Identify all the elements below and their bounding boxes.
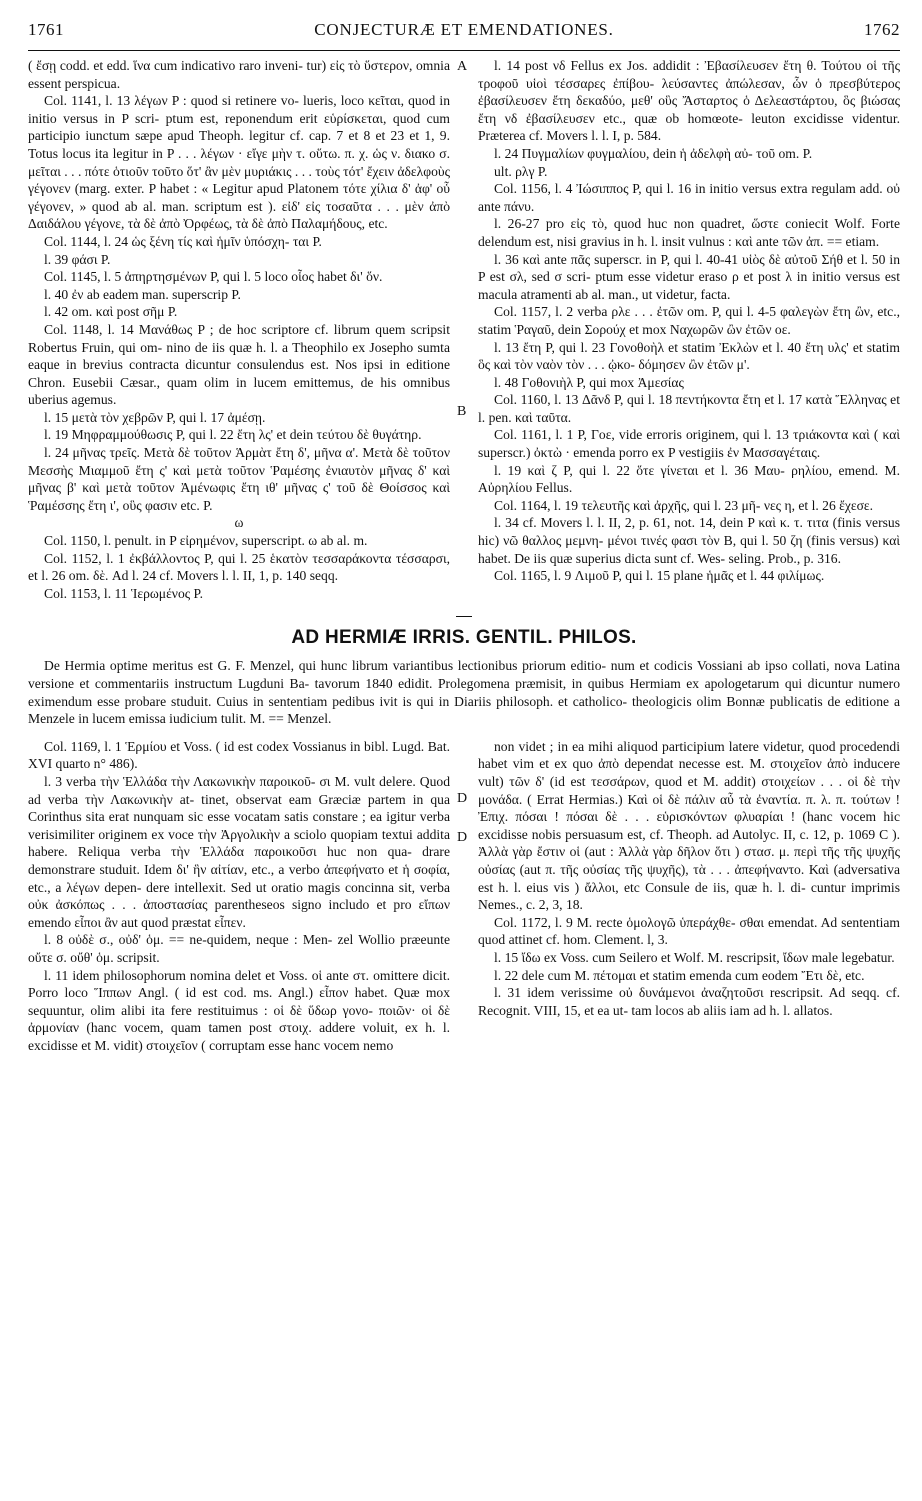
note-paragraph: l. 3 verba τὴν Ἑλλάδα τὴν Λακωνικὴν παροικοῦ- σι M. vult delere. Quod ad verba τὴν Λακωνικὴν at- tinet, observat eam Græciæ partem in qua Corinthus sita erat nunquam sic esse vocatam satis constare ; ea igitur verba verisimiliter originem ex voce τὴν Ἀργολικὴν a sciolo quopiam textui addita habere. Reliqua verba τὴν Ἑλλάδα παροικοῦσι huc non qua- drare demonstrare studuit. Idem δι' ἣν αἰτίαν, etc., a verbo ἀπεφήνατο et ἡ σοφία, etc., a λέγων depen- dere intellexit. Sed ut oratio magis concinna sit, verba οὐκ ἀσκόπως . . . ἀποστασίας parentheseos signo includo et pro εἴπων emendo εἶποι ἂν aut quod præstat εἶπεν. (28, 773, 450, 930)
running-head (28, 20, 900, 44)
note-paragraph: l. 26-27 pro εἰς τὸ, quod huc non quadret, ὥστε coniecit Wolf. Forte delendum est, nisi gravius in h. l. insit vulnus : καὶ ante τῶν ἀπ. == etiam. (478, 216, 900, 249)
margin-marker-d: D (457, 829, 468, 845)
page-number-right: 1762 (864, 20, 900, 39)
margin-marker-d: D (457, 791, 468, 806)
note-paragraph: l. 19 καὶ ζ P, qui l. 22 ὅτε γίνεται et l. 36 Μαυ- ρηλίου, emend. M. Αὐρηλίου Fellus. (478, 462, 900, 496)
note-paragraph: Col. 1152, l. 1 ἐκβάλλοντος P, qui l. 25 ἑκατὸν τεσσαράκοντα τέσσαρσι, et l. 26 om. δὲ. Ad l. 24 cf. Movers l. l. II, 1, p. 140 seqq. (28, 550, 450, 584)
note-paragraph: l. 24 Πυγμαλίων φυγμαλίου, dein ἡ ἀδελφὴ αὐ- τοῦ om. P. (494, 145, 813, 161)
note-paragraph: l. 19 Μηφραμμούθωσις P, qui l. 22 ἔτη λς' et dein τεύτου δὲ θυγάτηρ. (44, 427, 422, 443)
note-paragraph: l. 34 cf. Movers l. l. II, 2, p. 61, not. 14, dein P καὶ κ. τ. τιτα (finis versus hic) νῶ θαλλος μεμνη- μένοι τινές φασι τὸν Β, qui l. 50 ζη (finis versus) καὶ habet. De iis quæ superius dicta sunt cf. Wes- seling. Prob., p. 316. (478, 515, 900, 566)
note-paragraph: Col. 1165, l. 9 Λιμοῦ P, qui l. 15 plane ἡμᾶς et l. 44 φιλίμως. (494, 568, 825, 584)
bottom-columns (28, 738, 900, 1055)
note-paragraph: Col. 1150, l. penult. in P εἰρημένον, superscript. ω ab al. m. (44, 533, 368, 549)
note-paragraph: l. 39 φάσι P. (44, 251, 111, 267)
note-paragraph: l. 24 μῆνας τρεῖς. Μετὰ δὲ τοῦτον Ἁρμὰτ ἔτη δ', μῆνα α'. Μετὰ δὲ τοῦτον Μεσσὴς Μιαμμοῦ ἔτη ς' καὶ μετὰ τοῦτον Ῥαμέσης ἐνιαυτὸν μῆνας δ' καὶ μῆνας β' καὶ μετὰ τοῦτον Ἀμένωφις ἔτη ιθ' μῆνας ς' τοῦ δὲ Θοίσσος καὶ Ῥαμέσσης ἔτη ι', οὓς φασιν etc. P. (28, 445, 450, 513)
left-column (28, 738, 450, 1055)
note-paragraph: l. 14 post νδ Fellus ex Jos. addidit : Ἐβασίλευσεν ἔτη θ. Τούτου οἱ τῆς τροφοῦ υἱοὶ τέσσαρες ἐπίβου- λεύσαντες ἀπώλεσαν, ὧν ὁ πρεσβύτερος ἐβασίλευσεν ἔτη δεκαδύο, μεθ' οὓς Ἄσταρτος ὁ Δελεαστάρτου, ὃς βιώσας ἔτη νδ ἐβασίλευσεν etc., quæ ob homœote- leuton excidisse videntur. Præterea cf. Movers l. l. I, p. 584. (478, 58, 900, 144)
column-gutter (454, 57, 474, 806)
note-paragraph: l. 15 μετὰ τὸν χεβρῶν P, qui l. 17 ἀμέσῃ. (44, 409, 266, 425)
note-paragraph: Col. 1169, l. 1 Ἑρμίου et Voss. ( id est codex Vossianus in bibl. Lugd. Bat. XVI quarto n° 486). (28, 738, 450, 772)
note-paragraph: l. 36 καὶ ante πᾶς superscr. in P, qui l. 40-41 υἱὸς δὲ αὐτοῦ Σήθ et l. 50 in P est σλ, sed σ scri- ptum esse videtur eraso ρ et post λ in initio versus est macula atramenti ab al. man., ut videtur, facta. (478, 251, 900, 302)
note-paragraph: l. 31 idem verissime οὐ δυνάμενοι ἀναζητοῦσι rescripsit. Ad seqq. cf. Recognit. VIII, 15, et ea ut- tam locos ab aliis iam ad h. l. allatos. (478, 985, 900, 1018)
note-paragraph: Col. 1156, l. 4 Ἰώσιππος P, qui l. 16 in initio versus extra regulam add. οὐ ante πάνυ. (478, 181, 900, 214)
note-paragraph: non videt ; in ea mihi aliquod participium latere videtur, quod procedendi habet vim et ex quo ἀπὸ dependat necesse est. M. στοιχεῖον ἀπὸ inducere vult) τῶν δ' (id est τεσσάρων, quod et M. addit) στοιχείων . . . οἱ δὲ τὴν μονάδα. ( Errat Hermias.) Καὶ οἱ δὲ πάλιν αὖ τὰ ἐναντία. π. λ. π. τούτων ! Ἐπιχ. πόσαι ! πόσαι δὲ . . . εὑρισκόντων φλυαρίαι ! (hanc vocem hic excidisse nobis persuasum est, cf. Theoph. ad Autolyc. II, c. 12, p. 1069 C ). Ἀλλὰ γὰρ ἔστιν οἱ (aut : Ἀλλὰ γὰρ δῆλον ὅτι ) στασ. μ. περὶ τῆς τῆς ψυχῆς οὐσίας (aut π. τῆς οὐσίας τῆς ψυχῆς), τὰ . . . ἀπεφήναντο. Καὶ (adversativa est h. l. eius vis ) ἄλλοι, etc Consule de iis, quæ h. l. di- cuntur imprimis Nemes., c. 2, 3, 18. (478, 738, 900, 913)
margin-marker-b: B (457, 404, 467, 419)
column-gutter (454, 738, 474, 1055)
note-paragraph: l. 13 ἔτη P, qui l. 23 Γονοθοὴλ et statim Ἐκλὼν et l. 40 ἔτη υλς' et statim ὃς καὶ τὸν ναὸν τὸν . . . ᾠκο- δόμησεν ὢν ἐτῶν μ'. (478, 339, 900, 373)
section-intro: De Hermia optime meritus est G. F. Menzel, qui hunc librum variantibus lectionibus priorum editio- num et codicis Vossiani ab ipso collati, nova Latina versione et commentariis instructum Lugduni Ba- tavorum 1840 edidit. Prolegomena præmisit, in quibus Hermiam ex apologetarum qui dicuntur numero eximendum esse probare studuit. Cuius in sententiam pedibus ivit is qui in Diariis philosoph. et catholico- theologicis olim Bonnæ publicatis de editione a Menzele in lucem emissa iudicium tulit. M. == Menzel. (28, 658, 900, 727)
section-divider (456, 616, 472, 617)
margin-marker-a: A (457, 59, 468, 74)
note-paragraph: l. 8 οὐδὲ σ., οὐδ' ὁμ. == ne-quidem, neque : Men- zel Wollio præeunte οὔτε σ. οὔθ' ὁμ. scripsit. (28, 932, 450, 965)
left-column (28, 57, 450, 602)
right-column (478, 57, 900, 602)
note-paragraph: ( ἔσῃ codd. et edd. ἵνα cum indicativo raro inveni- tur) εἰς τὸ ὕστερον, omnia essent perspicua. (28, 58, 450, 91)
note-paragraph: Col. 1172, l. 9 M. recte ὁμολογῶ ὑπεράχθε- σθαι emendat. Ad sententiam quod attinet cf. hom. Clement. l, 3. (478, 914, 900, 948)
note-paragraph: Col. 1161, l. 1 P, Γοε, vide erroris originem, qui l. 13 τριάκοντα καὶ ( καὶ superscr.) ὀκτὼ · emenda porro ex P vestigiis ἐν Μασσαγέταις. (478, 427, 900, 461)
right-column (478, 738, 900, 1055)
note-paragraph: ult. ρλγ P. (494, 163, 548, 179)
note-paragraph: Col. 1153, l. 11 Ἱερωμένος P. (44, 585, 203, 601)
note-paragraph: Col. 1145, l. 5 ἀπηρτησμένων P, qui l. 5 loco οἷος habet δι' ὅν. (44, 269, 383, 285)
note-paragraph: l. 11 idem philosophorum nomina delet et Voss. οἱ ante στ. omittere dicit. Porro loco Ἵππων Angl. ( id est cod. ms. Angl.) εἶπον habet. Quæ mox sequuntur, olim alibi ita fere restituimus : οἱ δὲ ὕδωρ γονο- ποιῶν· οἱ δὲ ἀρμονίαν (hanc vocem, quam tamen post στοιχ. addere voluit, ex h. l. excidisse et M. vidit) στοιχεῖον ( corruptam esse hanc vocem nemo (28, 967, 450, 1053)
note-paragraph: Col. 1141, l. 13 λέγων P : quod si retinere vo- lueris, loco κεῖται, quod in initio versus in P scri- ptum est, reponendum erit εὑρίσκεται, quod cum participio iunctum sæpe apud Theoph. legitur cf. cap. 7 et 8 et 23 et 1, 9. Totus locus ita legitur in P . . . λέγων · εἴγε μὴν τ. οὕτω. π. χ. ὡς ν. διακο σ. μεῖται . . . πότε ὁτιοῦν τοῦτο ὅτ' ἂν μὲν μυριάκις . . . τοὺς τότ' ἔχειν ἀδελφοὺς γέγονεν (marg. exter. P habet : « Legitur apud Platonem τότε χίλια δ' ἀφ' οὗ γέγονεν, » quod ab al. man. scriptum est ). εἰδ' εἰς τοσαῦτα . . . μὲν ἀπὸ Δαιδάλου γέγονε, τὰ δὲ ἀπὸ Ὀρφέως, τὰ δὲ ἀπὸ Παλαμήδους, etc. (28, 93, 450, 232)
note-paragraph: ω (234, 515, 244, 531)
note-paragraph: Col. 1164, l. 19 τελευτῆς καὶ ἀρχῆς, qui l. 23 μῆ- νες η, et l. 26 ἔχεσε. (494, 497, 874, 513)
note-paragraph: Col. 1157, l. 2 verba ρλε . . . ἐτῶν om. P, qui l. 4-5 φαλεγὼν ἔτη ὢν, etc., statim Ῥαγαῦ, dein Σορούχ et mox Ναχωρῶν ὢν ἐτῶν οε. (478, 304, 900, 337)
note-paragraph: Col. 1148, l. 14 Μανάθως P ; de hoc scriptore cf. librum quem scripsit Robertus Fruin, qui om- nino de iis quæ h. l. a Theophilo ex Josepho sumta eaque in brevius contracta dicuntur consulendus est. Nos ipsi in editione Chron. Eusebii Cæsar., quam olim in lucem emittemus, de his omnibus uberius agemus. (28, 321, 450, 408)
note-paragraph: Col. 1160, l. 13 Δᾶνδ P, qui l. 18 πεντήκοντα ἔτη et l. 17 κατὰ Ἕλληνας et l. pen. καὶ ταῦτα. (478, 392, 900, 425)
note-paragraph: l. 15 ἴδω ex Voss. cum Seilero et Wolf. M. rescripsit, ἴδων male legebatur. (494, 949, 895, 965)
header-rule (28, 50, 900, 51)
page-number-left: 1761 (28, 20, 64, 39)
note-paragraph: Col. 1144, l. 24 ὡς ξένη τίς καὶ ἡμῖν ὑπόσχη- ται P. (44, 233, 322, 249)
section-title: AD HERMIÆ IRRIS. GENTIL. PHILOS. (291, 627, 637, 649)
note-paragraph: l. 40 ἐν ab eadem man. superscrip P. (44, 286, 241, 302)
note-paragraph: l. 48 Γοθονιὴλ P, qui mox Ἀμεσίας (494, 374, 684, 390)
running-title: CONJECTURÆ ET EMENDATIONES. (314, 20, 614, 39)
note-paragraph: l. 42 om. καὶ post σῆμ P. (44, 304, 178, 320)
note-paragraph: l. 22 dele cum M. πέτομαι et statim emenda cum eodem Ἔτι δὲ, etc. (494, 967, 865, 983)
